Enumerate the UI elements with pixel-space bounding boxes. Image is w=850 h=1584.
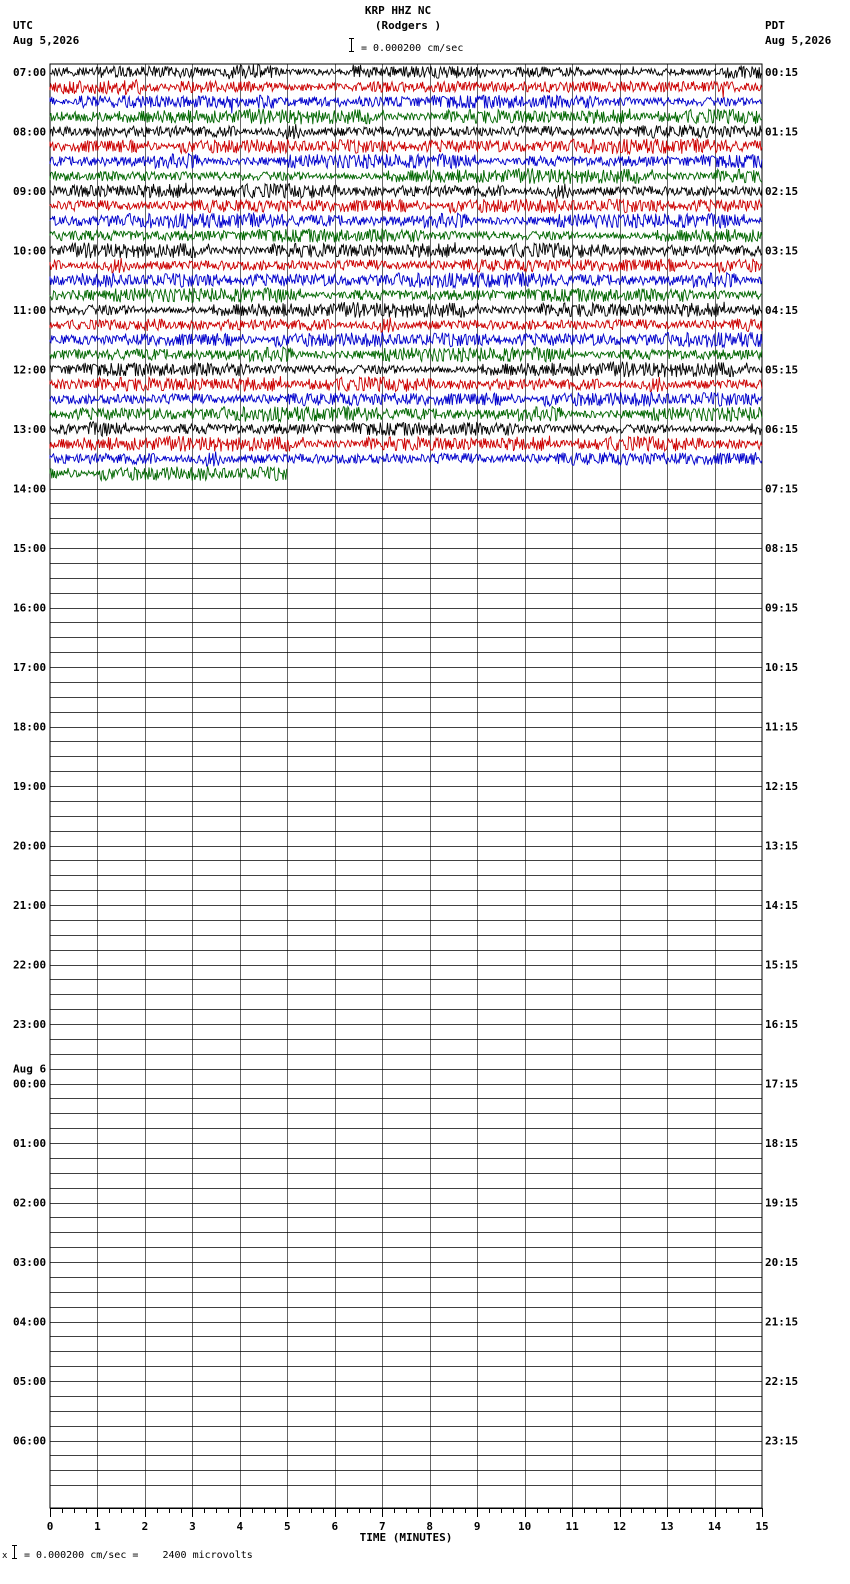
seismic-trace bbox=[50, 436, 762, 452]
utc-hour-label: 07:00 bbox=[13, 66, 47, 79]
seismic-trace bbox=[50, 168, 762, 184]
pdt-hour-label: 18:15 bbox=[765, 1137, 799, 1150]
utc-hour-label: 12:00 bbox=[13, 363, 47, 377]
pdt-hour-label: 21:15 bbox=[765, 1315, 799, 1329]
x-tick-label: 12 bbox=[612, 1520, 627, 1533]
x-tick-label: 2 bbox=[141, 1520, 149, 1533]
pdt-hour-label: 13:15 bbox=[765, 839, 799, 853]
seismic-trace bbox=[50, 95, 762, 113]
seismic-trace bbox=[50, 242, 762, 258]
utc-hour-label: 21:00 bbox=[13, 899, 47, 912]
utc-hour-label: 15:00 bbox=[13, 542, 47, 555]
seismic-trace bbox=[50, 124, 762, 139]
x-tick-label: 8 bbox=[426, 1520, 434, 1533]
seismic-trace bbox=[50, 109, 762, 125]
right-date: Aug 5,2026 bbox=[765, 34, 832, 47]
time-axis bbox=[47, 1508, 769, 1544]
footer-scale-text: = 0.000200 cm/sec = 2400 microvolts bbox=[24, 1550, 253, 1561]
utc-hour-label: 17:00 bbox=[13, 661, 47, 674]
seismic-trace bbox=[50, 183, 762, 199]
x-tick-label: 1 bbox=[94, 1520, 101, 1533]
x-tick-label: 9 bbox=[473, 1520, 481, 1533]
seismic-trace bbox=[50, 213, 762, 228]
seismic-trace bbox=[50, 139, 762, 154]
footer-scale-marker: x bbox=[2, 1551, 8, 1561]
pdt-hour-label: 11:15 bbox=[765, 720, 799, 734]
utc-hour-label: 20:00 bbox=[13, 839, 47, 853]
seismic-trace bbox=[50, 422, 762, 437]
x-tick-label: 4 bbox=[236, 1520, 244, 1533]
utc-hour-label: 11:00 bbox=[13, 304, 47, 317]
utc-hour-label: 02:00 bbox=[13, 1196, 47, 1210]
seismic-trace bbox=[50, 407, 762, 422]
x-tick-label: 14 bbox=[707, 1520, 722, 1533]
seismic-trace bbox=[50, 288, 762, 303]
seismic-trace bbox=[50, 452, 762, 467]
seismic-trace bbox=[50, 229, 762, 242]
station-location: (Rodgers ) bbox=[374, 19, 442, 32]
utc-hour-label: 06:00 bbox=[13, 1434, 47, 1448]
utc-hour-label: 23:00 bbox=[13, 1018, 47, 1031]
pdt-hour-label: 20:15 bbox=[765, 1256, 799, 1269]
pdt-hour-label: 14:15 bbox=[765, 899, 799, 912]
utc-hour-label: 16:00 bbox=[13, 601, 47, 615]
footer-scale-bar-icon bbox=[14, 1545, 15, 1559]
utc-hour-label: 04:00 bbox=[13, 1315, 47, 1329]
pdt-hour-label: 12:15 bbox=[765, 780, 799, 793]
pdt-hour-label: 09:15 bbox=[765, 601, 799, 615]
x-tick-label: 13 bbox=[660, 1520, 674, 1533]
utc-hour-label: 01:00 bbox=[13, 1137, 47, 1150]
seismic-trace bbox=[50, 332, 762, 347]
seismic-trace bbox=[50, 466, 287, 480]
utc-hour-label: 22:00 bbox=[13, 958, 47, 972]
pdt-hour-label: 17:15 bbox=[765, 1077, 799, 1091]
utc-hour-label: 09:00 bbox=[13, 185, 47, 198]
utc-hour-label: 18:00 bbox=[13, 720, 47, 734]
seismic-trace bbox=[50, 318, 762, 333]
utc-hour-label: 14:00 bbox=[13, 482, 47, 496]
x-tick-label: 6 bbox=[331, 1520, 339, 1533]
pdt-hour-label: 16:15 bbox=[765, 1018, 799, 1031]
pdt-hour-label: 07:15 bbox=[765, 482, 799, 496]
scale-label: = 0.000200 cm/sec bbox=[361, 43, 464, 54]
left-timezone: UTC bbox=[13, 19, 33, 32]
pdt-hour-label: 22:15 bbox=[765, 1375, 799, 1388]
pdt-hour-label: 08:15 bbox=[765, 542, 799, 555]
day-change-label: Aug 6 bbox=[13, 1062, 47, 1076]
station-title: KRP HHZ NC bbox=[364, 4, 432, 17]
x-tick-label: 11 bbox=[565, 1520, 579, 1533]
utc-hour-label: 03:00 bbox=[13, 1256, 47, 1269]
seismic-trace bbox=[50, 80, 762, 98]
utc-hour-label: 19:00 bbox=[13, 780, 47, 793]
seismic-trace bbox=[50, 392, 762, 406]
seismic-trace bbox=[50, 154, 762, 169]
seismic-trace bbox=[50, 347, 762, 362]
utc-hour-label: 05:00 bbox=[13, 1375, 47, 1388]
x-tick-label: 10 bbox=[518, 1520, 532, 1533]
x-tick-label: 5 bbox=[284, 1520, 291, 1533]
pdt-hour-label: 04:15 bbox=[765, 304, 799, 317]
x-tick-label: 15 bbox=[755, 1520, 769, 1533]
seismic-trace bbox=[50, 302, 762, 318]
seismic-trace bbox=[50, 273, 762, 288]
utc-hour-label: 13:00 bbox=[13, 423, 47, 436]
utc-hour-label: 08:00 bbox=[13, 125, 47, 139]
x-tick-label: 0 bbox=[46, 1520, 54, 1533]
utc-hour-label: 00:00 bbox=[13, 1077, 47, 1091]
seismic-trace bbox=[50, 258, 762, 273]
pdt-hour-label: 10:15 bbox=[765, 661, 799, 674]
right-timezone: PDT bbox=[765, 19, 785, 32]
seismic-trace bbox=[50, 199, 762, 213]
pdt-hour-label: 15:15 bbox=[765, 958, 799, 972]
seismic-trace bbox=[50, 376, 762, 392]
pdt-hour-label: 06:15 bbox=[765, 423, 799, 436]
left-date: Aug 5,2026 bbox=[13, 34, 80, 47]
pdt-hour-label: 03:15 bbox=[765, 244, 799, 258]
x-tick-label: 7 bbox=[378, 1520, 386, 1533]
pdt-hour-label: 05:15 bbox=[765, 363, 799, 377]
seismic-traces bbox=[50, 64, 762, 480]
x-tick-label: 3 bbox=[189, 1520, 196, 1533]
pdt-hour-label: 01:15 bbox=[765, 125, 799, 139]
pdt-hour-label: 23:15 bbox=[765, 1434, 799, 1448]
utc-hour-label: 10:00 bbox=[13, 244, 47, 258]
pdt-hour-label: 19:15 bbox=[765, 1196, 799, 1210]
seismic-trace bbox=[50, 64, 762, 79]
pdt-hour-label: 00:15 bbox=[765, 66, 799, 79]
seismic-trace bbox=[50, 362, 762, 378]
x-axis-label: TIME (MINUTES) bbox=[359, 1531, 453, 1544]
pdt-hour-label: 02:15 bbox=[765, 185, 799, 198]
